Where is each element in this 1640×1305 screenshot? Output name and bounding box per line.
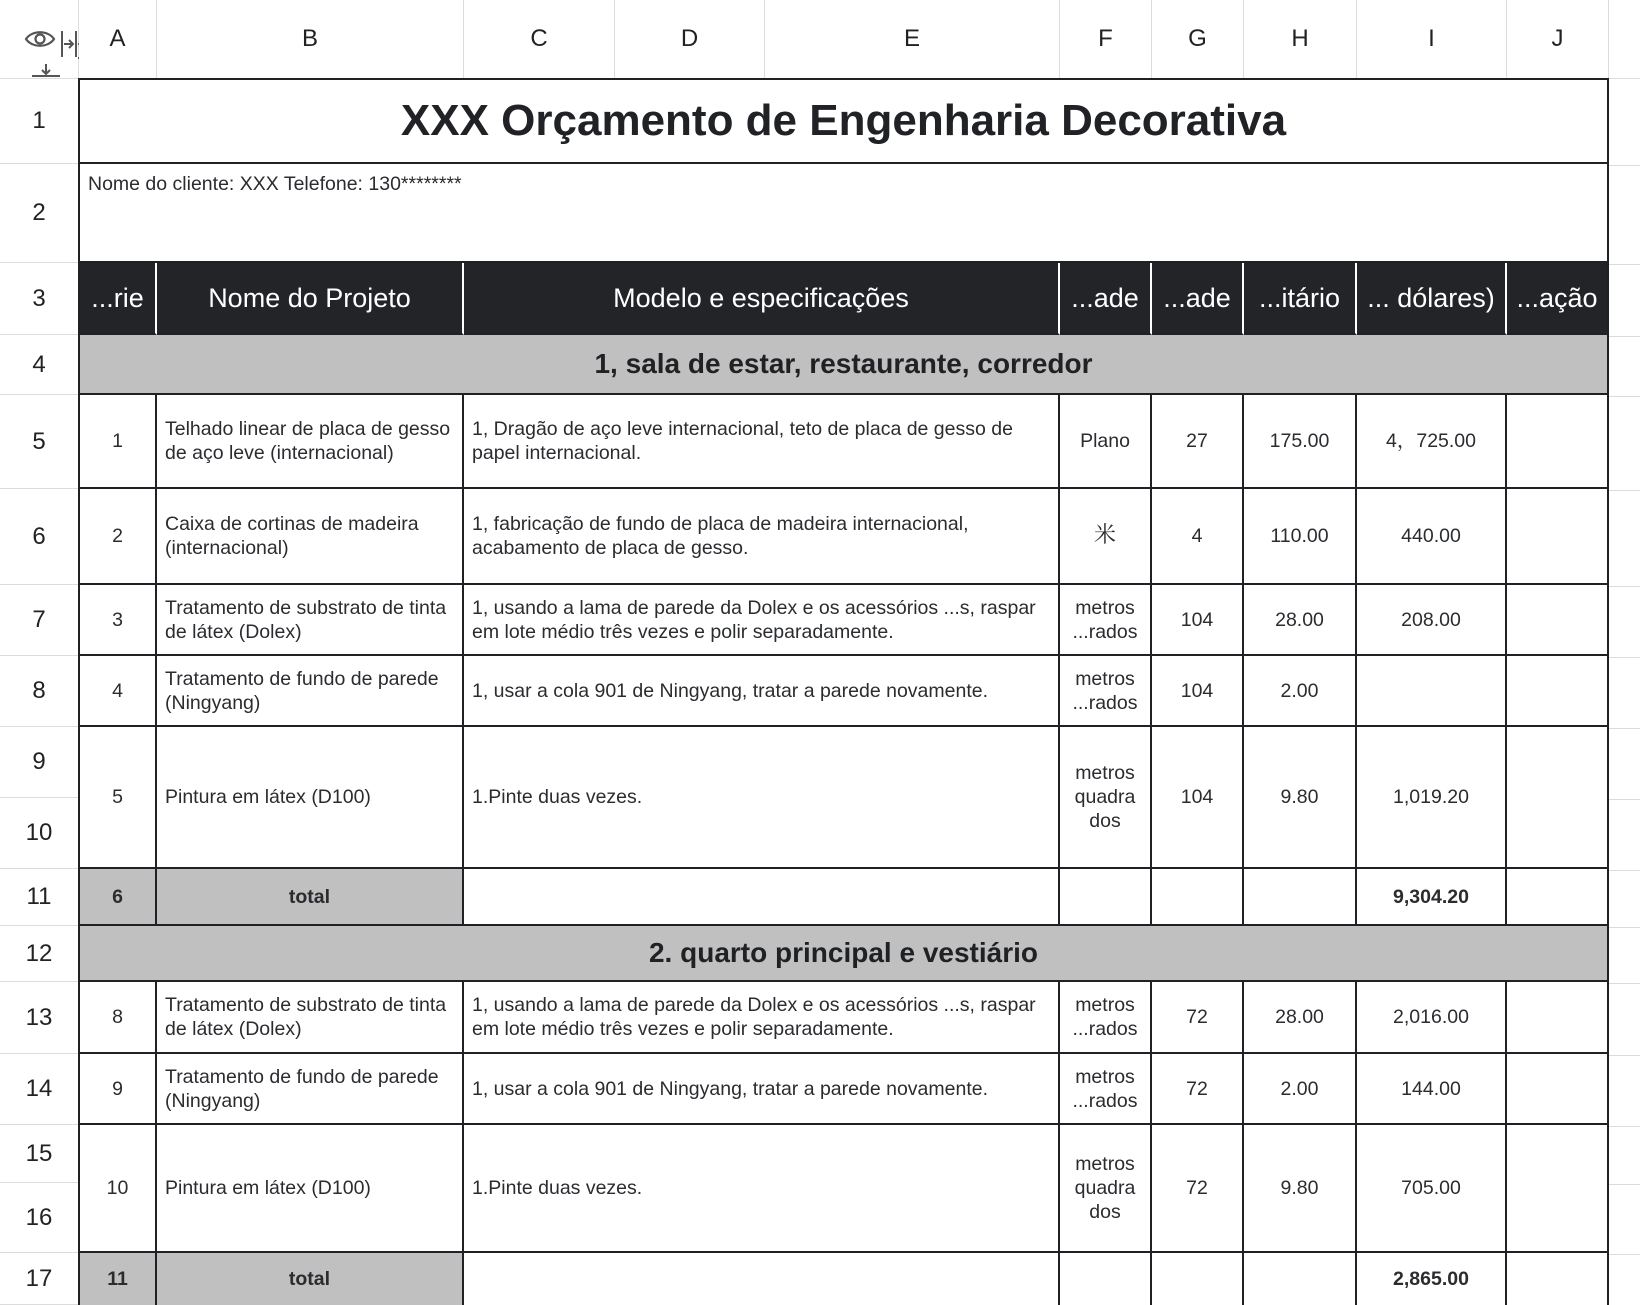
item-number[interactable]: 8 xyxy=(80,982,157,1054)
item-price[interactable]: 175.00 xyxy=(1244,395,1357,489)
row-header-17[interactable]: 17 xyxy=(0,1253,79,1305)
item-name[interactable]: Tratamento de substrato de tinta de látex (Dolex) xyxy=(157,585,464,656)
item-number[interactable]: 10 xyxy=(80,1125,157,1253)
item-qty[interactable]: 72 xyxy=(1152,1054,1244,1125)
column-header-b[interactable]: B xyxy=(157,0,464,79)
item-amount[interactable]: 208.00 xyxy=(1357,585,1507,656)
item-name[interactable]: Tratamento de substrato de tinta de látex (Dolex) xyxy=(157,982,464,1054)
item-spec[interactable]: 1, usar a cola 901 de Ningyang, tratar a parede novamente. xyxy=(464,656,1060,727)
item-price[interactable]: 28.00 xyxy=(1244,585,1357,656)
item-unit[interactable]: Plano xyxy=(1060,395,1152,489)
total-amount[interactable]: 2,865.00 xyxy=(1357,1253,1507,1305)
row-header-13[interactable]: 13 xyxy=(0,982,79,1054)
column-header-i[interactable]: I xyxy=(1357,0,1507,79)
column-header-k[interactable] xyxy=(1609,0,1640,79)
column-header-d[interactable]: D xyxy=(615,0,765,79)
total-amount[interactable]: 9,304.20 xyxy=(1357,869,1507,926)
row-header-8[interactable]: 8 xyxy=(0,656,79,727)
item-remark[interactable] xyxy=(1507,489,1609,585)
item-name[interactable]: Pintura em látex (D100) xyxy=(157,1125,464,1253)
total-label[interactable]: total xyxy=(157,1253,464,1305)
item-spec[interactable]: 1.Pinte duas vezes. xyxy=(464,727,1060,869)
row-header-5[interactable]: 5 xyxy=(0,395,79,489)
item-amount[interactable]: 1,019.20 xyxy=(1357,727,1507,869)
item-price[interactable]: 2.00 xyxy=(1244,1054,1357,1125)
item-name[interactable]: Telhado linear de placa de gesso de aço leve (internacional) xyxy=(157,395,464,489)
total-label[interactable]: total xyxy=(157,869,464,926)
item-qty[interactable]: 72 xyxy=(1152,1125,1244,1253)
eye-icon[interactable] xyxy=(24,28,56,55)
total-price-empty[interactable] xyxy=(1244,1253,1357,1305)
header-project-name[interactable]: Nome do Projeto xyxy=(157,263,464,335)
row-header-10[interactable]: 10 xyxy=(0,798,79,869)
row-header-4[interactable]: 4 xyxy=(0,335,79,395)
item-amount[interactable] xyxy=(1357,656,1507,727)
header-serie[interactable]: ...rie xyxy=(80,263,157,335)
client-info: Nome do cliente: XXX Telefone: 130******** xyxy=(80,164,1609,263)
header-remarks[interactable]: ...ação xyxy=(1507,263,1609,335)
total-remark-empty[interactable] xyxy=(1507,1253,1609,1305)
total-unit-empty[interactable] xyxy=(1060,869,1152,926)
row-header-2[interactable]: 2 xyxy=(0,164,79,263)
total-number[interactable]: 11 xyxy=(80,1253,157,1305)
item-remark[interactable] xyxy=(1507,395,1609,489)
item-name[interactable]: Caixa de cortinas de madeira (internacional) xyxy=(157,489,464,585)
item-amount[interactable]: 144.00 xyxy=(1357,1054,1507,1125)
item-price[interactable]: 110.00 xyxy=(1244,489,1357,585)
item-remark[interactable] xyxy=(1507,1054,1609,1125)
item-qty[interactable]: 72 xyxy=(1152,982,1244,1054)
item-qty[interactable]: 4 xyxy=(1152,489,1244,585)
header-unit-price[interactable]: ...itário xyxy=(1244,263,1357,335)
row-header-7[interactable]: 7 xyxy=(0,585,79,656)
column-header-f[interactable]: F xyxy=(1060,0,1152,79)
item-number[interactable]: 1 xyxy=(80,395,157,489)
header-model-spec[interactable]: Modelo e especificações xyxy=(464,263,1060,335)
header-amount[interactable]: ... dólares) xyxy=(1357,263,1507,335)
section-title: 1, sala de estar, restaurante, corredor xyxy=(80,335,1609,395)
total-price-empty[interactable] xyxy=(1244,869,1357,926)
page-title: XXX Orçamento de Engenharia Decorativa xyxy=(80,80,1609,164)
item-qty[interactable]: 104 xyxy=(1152,585,1244,656)
row-header-9[interactable]: 9 xyxy=(0,727,79,798)
item-amount[interactable]: 440.00 xyxy=(1357,489,1507,585)
total-number[interactable]: 6 xyxy=(80,869,157,926)
row-header-3[interactable]: 3 xyxy=(0,263,79,335)
total-qty-empty[interactable] xyxy=(1152,1253,1244,1305)
item-name[interactable]: Pintura em látex (D100) xyxy=(157,727,464,869)
item-number[interactable]: 5 xyxy=(80,727,157,869)
section-title: 2. quarto principal e vestiário xyxy=(80,926,1609,982)
item-price[interactable]: 9.80 xyxy=(1244,1125,1357,1253)
column-header-a[interactable]: A xyxy=(79,0,157,79)
item-unit[interactable]: metros ...rados xyxy=(1060,585,1152,656)
item-price[interactable]: 28.00 xyxy=(1244,982,1357,1054)
item-qty[interactable]: 104 xyxy=(1152,656,1244,727)
item-amount[interactable]: 2,016.00 xyxy=(1357,982,1507,1054)
item-spec[interactable]: 1, usando a lama de parede da Dolex e os acessórios ...s, raspar em lote médio três vezes e polir separadamente. xyxy=(464,982,1060,1054)
item-number[interactable]: 4 xyxy=(80,656,157,727)
total-spec-empty[interactable] xyxy=(464,1253,1060,1305)
item-qty[interactable]: 27 xyxy=(1152,395,1244,489)
total-spec-empty[interactable] xyxy=(464,869,1060,926)
row-header-6[interactable]: 6 xyxy=(0,489,79,585)
row-header-14[interactable]: 14 xyxy=(0,1054,79,1125)
item-remark[interactable] xyxy=(1507,656,1609,727)
column-header-e[interactable]: E xyxy=(765,0,1060,79)
row-header-11[interactable]: 11 xyxy=(0,869,79,926)
column-header-h[interactable]: H xyxy=(1244,0,1357,79)
item-number[interactable]: 2 xyxy=(80,489,157,585)
item-unit[interactable]: metros ...rados xyxy=(1060,982,1152,1054)
item-price[interactable]: 9.80 xyxy=(1244,727,1357,869)
total-qty-empty[interactable] xyxy=(1152,869,1244,926)
header-unit[interactable]: ...ade xyxy=(1060,263,1152,335)
item-name[interactable]: Tratamento de fundo de parede (Ningyang) xyxy=(157,656,464,727)
column-header-g[interactable]: G xyxy=(1152,0,1244,79)
header-quantity[interactable]: ...ade xyxy=(1152,263,1244,335)
column-header-j[interactable]: J xyxy=(1507,0,1609,79)
row-header-16[interactable]: 16 xyxy=(0,1183,79,1253)
item-remark[interactable] xyxy=(1507,727,1609,869)
item-unit[interactable]: metros quadra dos xyxy=(1060,1125,1152,1253)
item-amount[interactable]: 705.00 xyxy=(1357,1125,1507,1253)
item-number[interactable]: 9 xyxy=(80,1054,157,1125)
item-spec[interactable]: 1.Pinte duas vezes. xyxy=(464,1125,1060,1253)
row-header-1[interactable]: 1 xyxy=(0,79,79,164)
item-qty[interactable]: 104 xyxy=(1152,727,1244,869)
item-unit[interactable]: metros ...rados xyxy=(1060,1054,1152,1125)
item-remark[interactable] xyxy=(1507,1125,1609,1253)
item-unit[interactable]: 米 xyxy=(1060,489,1152,585)
item-name[interactable]: Tratamento de fundo de parede (Ningyang) xyxy=(157,1054,464,1125)
item-amount[interactable]: 4，725.00 xyxy=(1357,395,1507,489)
item-remark[interactable] xyxy=(1507,982,1609,1054)
item-spec[interactable]: 1, fabricação de fundo de placa de madeira internacional, acabamento de placa de gesso. xyxy=(464,489,1060,585)
select-all-corner[interactable] xyxy=(0,0,79,79)
item-spec[interactable]: 1, Dragão de aço leve internacional, teto de placa de gesso de papel internacional. xyxy=(464,395,1060,489)
row-header-12[interactable]: 12 xyxy=(0,926,79,982)
item-unit[interactable]: metros ...rados xyxy=(1060,656,1152,727)
item-price[interactable]: 2.00 xyxy=(1244,656,1357,727)
item-remark[interactable] xyxy=(1507,585,1609,656)
item-number[interactable]: 3 xyxy=(80,585,157,656)
item-spec[interactable]: 1, usar a cola 901 de Ningyang, tratar a parede novamente. xyxy=(464,1054,1060,1125)
total-unit-empty[interactable] xyxy=(1060,1253,1152,1305)
item-spec[interactable]: 1, usando a lama de parede da Dolex e os acessórios ...s, raspar em lote médio três vezes e polir separadamente. xyxy=(464,585,1060,656)
total-remark-empty[interactable] xyxy=(1507,869,1609,926)
row-header-15[interactable]: 15 xyxy=(0,1125,79,1183)
item-unit[interactable]: metros quadra dos xyxy=(1060,727,1152,869)
column-header-c[interactable]: C xyxy=(464,0,615,79)
